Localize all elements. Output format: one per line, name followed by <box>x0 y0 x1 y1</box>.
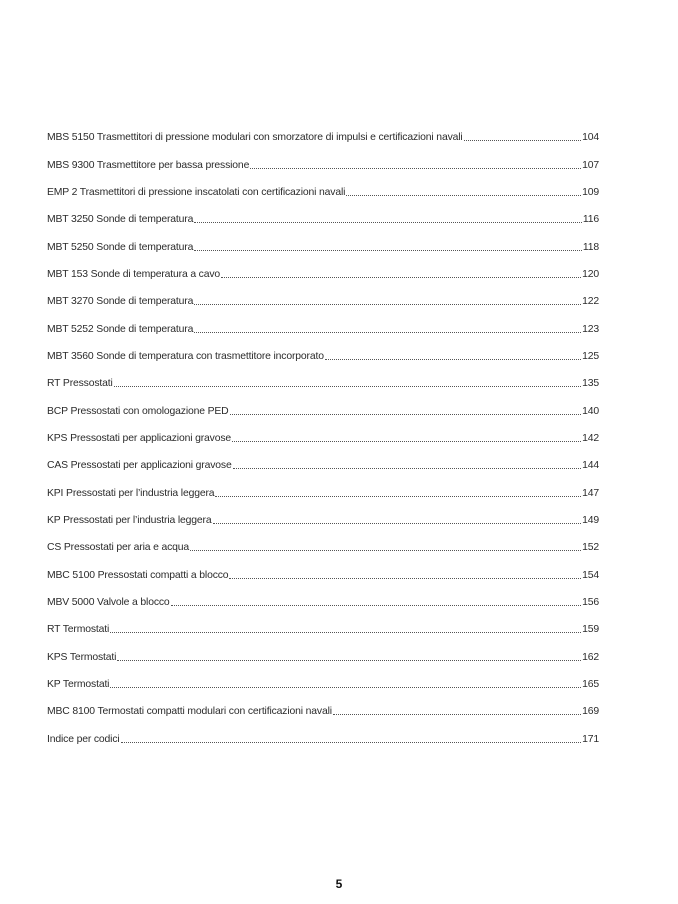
toc-entry-page: 152 <box>582 542 599 554</box>
toc-entry-page: 147 <box>582 487 599 499</box>
toc-entry-title: RT Pressostati <box>47 378 113 390</box>
toc-entry[interactable] <box>47 562 599 589</box>
toc-entry[interactable] <box>47 644 599 671</box>
dot-leader <box>250 168 581 169</box>
toc-entry-page: 120 <box>582 268 599 280</box>
toc-entry[interactable] <box>47 452 599 479</box>
dot-leader <box>114 386 581 387</box>
toc-entry-title: KPI Pressostati per l’industria leggera <box>47 487 215 499</box>
dot-leader <box>464 140 582 141</box>
page-number: 5 <box>335 877 343 891</box>
dot-leader <box>215 496 581 497</box>
toc-entry-title: MBT 3250 Sonde di temperatura <box>47 214 194 226</box>
toc-entry-page: 140 <box>582 405 599 417</box>
toc-entry-page: 144 <box>582 460 599 472</box>
toc-entry[interactable] <box>47 425 599 452</box>
toc-entry-title: KPS Termostati <box>47 651 117 663</box>
toc-entry[interactable] <box>47 698 599 725</box>
toc-entry[interactable] <box>47 179 599 206</box>
dot-leader <box>229 578 581 579</box>
toc-entry[interactable] <box>47 370 599 397</box>
toc-entry-title: MBV 5000 Valvole a blocco <box>47 597 170 609</box>
toc-entry-page: 171 <box>582 733 599 745</box>
dot-leader <box>190 550 581 551</box>
toc-entry-page: 159 <box>582 624 599 636</box>
toc-entry-title: MBC 8100 Termostati compatti modulari con certificazioni navali <box>47 706 332 718</box>
toc-entry-title: CAS Pressostati per applicazioni gravose <box>47 460 232 472</box>
toc-entry[interactable] <box>47 726 599 753</box>
dot-leader <box>233 468 582 469</box>
toc-entry-title: CS Pressostati per aria e acqua <box>47 542 190 554</box>
toc-entry[interactable] <box>47 315 599 342</box>
dot-leader <box>194 304 581 305</box>
dot-leader <box>213 523 582 524</box>
toc-entry[interactable] <box>47 671 599 698</box>
toc-entry-title: Indice per codici <box>47 733 120 745</box>
toc-entry-title: MBS 5150 Trasmettitori di pressione modulari con smorzatore di impulsi e certificazioni navali <box>47 132 463 144</box>
toc-entry-page: 162 <box>582 651 599 663</box>
dot-leader <box>171 605 582 606</box>
dot-leader <box>346 195 581 196</box>
dot-leader <box>194 332 581 333</box>
toc-entry[interactable] <box>47 233 599 260</box>
toc-entry-page: 169 <box>582 706 599 718</box>
dot-leader <box>121 742 582 743</box>
dot-leader <box>230 414 582 415</box>
dot-leader <box>221 277 581 278</box>
toc-entry-page: 116 <box>582 214 599 226</box>
toc-entry-page: 122 <box>582 296 599 308</box>
toc-entry-title: KPS Pressostati per applicazioni gravose <box>47 432 232 444</box>
toc-entry-page: 154 <box>582 569 599 581</box>
toc-entry-page: 149 <box>582 514 599 526</box>
toc-entry-title: BCP Pressostati con omologazione PED <box>47 405 229 417</box>
toc-entry[interactable] <box>47 261 599 288</box>
toc-entry[interactable] <box>47 151 599 178</box>
toc-entry[interactable] <box>47 397 599 424</box>
dot-leader <box>232 441 581 442</box>
toc-entry-title: RT Termostati <box>47 624 110 636</box>
dot-leader <box>325 359 581 360</box>
dot-leader <box>194 222 582 223</box>
toc-entry[interactable] <box>47 206 599 233</box>
toc-entry[interactable] <box>47 124 599 151</box>
toc-entry-title: MBT 3270 Sonde di temperatura <box>47 296 194 308</box>
toc-entry-page: 125 <box>582 350 599 362</box>
toc-entry[interactable] <box>47 616 599 643</box>
toc-entry-page: 123 <box>582 323 599 335</box>
dot-leader <box>117 660 581 661</box>
toc-entry-page: 142 <box>582 432 599 444</box>
toc-entry-title: MBT 3560 Sonde di temperatura con trasmettitore incorporato <box>47 350 324 362</box>
dot-leader <box>110 632 581 633</box>
toc-entry-title: KP Termostati <box>47 679 110 691</box>
toc-entry-page: 118 <box>582 241 599 253</box>
toc-entry[interactable] <box>47 288 599 315</box>
toc-entry-page: 109 <box>582 186 599 198</box>
table-of-contents <box>47 124 599 753</box>
toc-entry-page: 156 <box>582 597 599 609</box>
toc-entry[interactable] <box>47 507 599 534</box>
dot-leader <box>333 714 581 715</box>
toc-entry[interactable] <box>47 589 599 616</box>
toc-entry-title: MBS 9300 Trasmettitore per bassa pressione <box>47 159 250 171</box>
toc-entry[interactable] <box>47 534 599 561</box>
toc-entry[interactable] <box>47 343 599 370</box>
toc-entry-page: 104 <box>582 132 599 144</box>
toc-entry-page: 135 <box>582 378 599 390</box>
toc-entry[interactable] <box>47 479 599 506</box>
dot-leader <box>194 250 582 251</box>
toc-entry-page: 107 <box>582 159 599 171</box>
toc-entry-title: MBT 5252 Sonde di temperatura <box>47 323 194 335</box>
toc-entry-title: EMP 2 Trasmettitori di pressione inscatolati con certificazioni navali <box>47 186 346 198</box>
dot-leader <box>110 687 581 688</box>
toc-entry-title: KP Pressostati per l’industria leggera <box>47 514 212 526</box>
toc-entry-page: 165 <box>582 679 599 691</box>
toc-entry-title: MBT 153 Sonde di temperatura a cavo <box>47 268 221 280</box>
toc-entry-title: MBT 5250 Sonde di temperatura <box>47 241 194 253</box>
toc-entry-title: MBC 5100 Pressostati compatti a blocco <box>47 569 229 581</box>
